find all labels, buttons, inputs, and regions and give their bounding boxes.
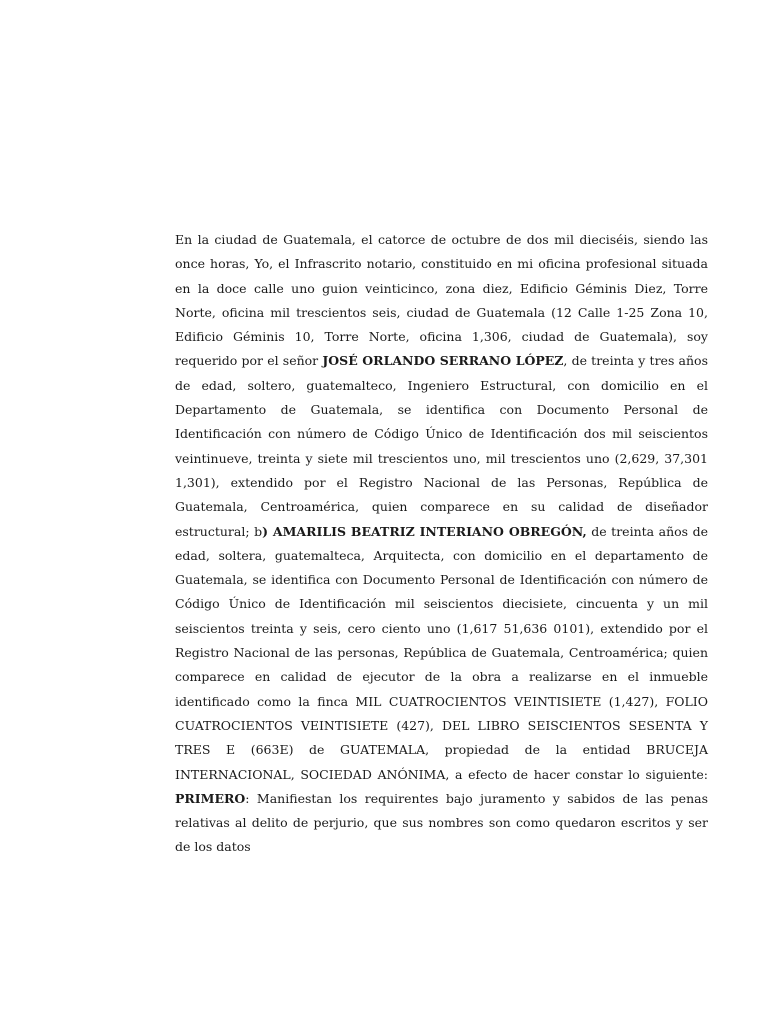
text-segment-second-requirer-details: de treinta años de edad, soltera, guatemalteca, Arquitecta, con domicilio en el departamento de Guatemala, se identifica con Documento Personal de Identificación con número de Código Único de Identificación mil seiscientos diecisiete, cincuenta y un mil seiscientos treinta y seis, cero ciento uno (1,617 51,636 0101), extendido por el Registro Nacional de las personas, República de Guatemala, Centroamérica; quien comparece en calidad de ejecutor de la obra a realizarse en el inmueble identificado como la finca MIL CUATROCIENTOS VEINTISIETE (1,427), FOLIO CUATROCIENTOS VEINTISIETE (427), DEL LIBRO SEISCIENTOS SESENTA Y TRES E (663E) de GUATEMALA, propiedad de la entidad BRUCEJA INTERNACIONAL, SOCIEDAD ANÓNIMA, a efecto de hacer constar lo siguiente: <box>175 523 708 782</box>
text-segment-opening: En la ciudad de Guatemala, el catorce de octubre de dos mil dieciséis, siendo las once horas, Yo, el Infrascrito notario, constituido en mi oficina profesional situada en la doce calle uno guion veinticinco, zona diez, Edificio Géminis Diez, Torre Norte, oficina mil trescientos seis, ciudad de Guatemala (12 Calle 1-25 Zona 10, Edificio Géminis 10, Torre Norte, oficina 1,306, ciudad de Guatemala), soy requerido por el señor <box>175 232 708 369</box>
text-segment-first-requirer-details: , de treinta y tres años de edad, soltero, guatemalteco, Ingeniero Estructural, con domicilio en el Departamento de Guatemala, se identifica con Documento Personal de Identificación con número de Código Único de Identificación dos mil seiscientos veintinueve, treinta y siete mil trescientos uno, mil trescientos uno (2,629, 37,301 1,301), extendido por el Registro Nacional de las Personas, República de Guatemala, Centroamérica, quien comparece en su calidad de diseñador estructural; b <box>175 353 708 539</box>
text-segment-primero-content: : Manifiestan los requirentes bajo juramento y sabidos de las penas relativas al delito de perjurio, que sus nombres son como quedaron escritos y ser de los datos <box>175 790 708 855</box>
bold-name-second-requirer: ) AMARILIS BEATRIZ INTERIANO OBREGÓN, <box>262 523 587 539</box>
bold-name-first-requirer: JOSÉ ORLANDO SERRANO LÓPEZ <box>322 353 564 369</box>
notarial-act-paragraph <box>175 228 708 860</box>
bold-heading-primero: PRIMERO <box>175 790 246 806</box>
